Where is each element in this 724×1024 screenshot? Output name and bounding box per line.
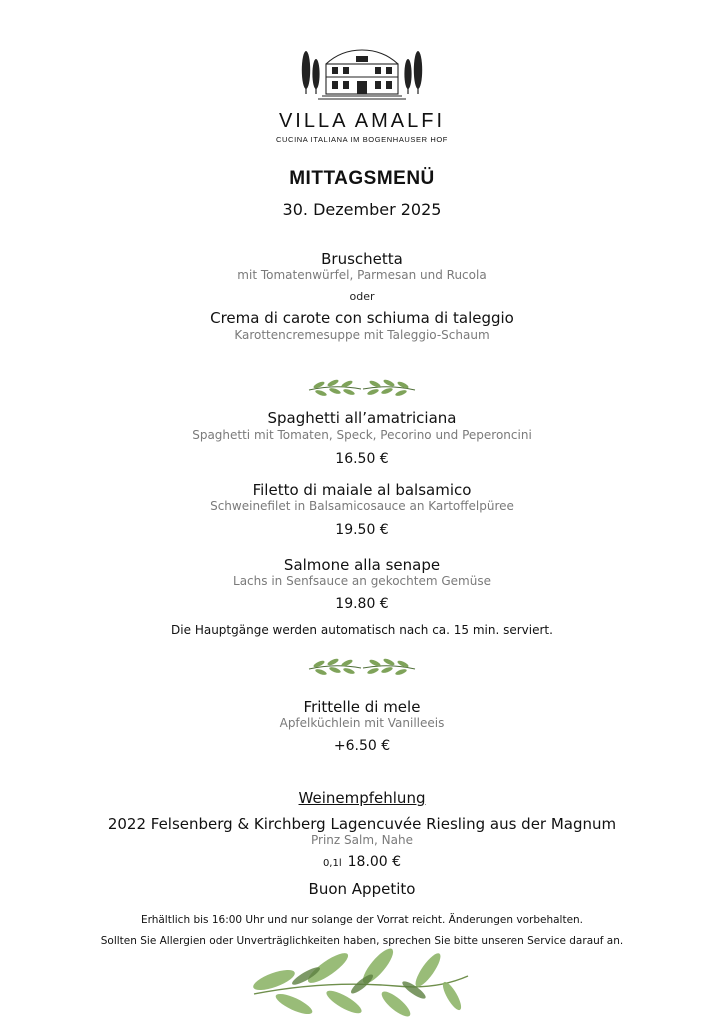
dessert-description: Apfelküchlein mit Vanilleeis — [279, 716, 445, 730]
menu-date: 30. Dezember 2025 — [282, 200, 442, 219]
main-course-price: 19.50 € — [335, 522, 389, 538]
closing-text: Buon Appetito — [308, 880, 416, 898]
menu-title: MITTAGSMENÜ — [289, 168, 435, 189]
main-course-price: 16.50 € — [335, 451, 389, 467]
wine-producer: Prinz Salm, Nahe — [311, 833, 413, 847]
starter-description: Karottencremesuppe mit Taleggio-Schaum — [234, 328, 490, 342]
main-course-name: Salmone alla senape — [283, 556, 441, 574]
main-course-name: Filetto di maiale al balsamico — [252, 481, 472, 499]
dessert-name: Frittelle di mele — [303, 698, 421, 716]
footer-allergy-note: Sollten Sie Allergien oder Unverträglichkeiten haben, sprechen Sie bitte unseren Service darauf an. — [100, 935, 624, 947]
main-course-description: Spaghetti mit Tomaten, Speck, Pecorino und Peperoncini — [192, 428, 532, 442]
starter-name: Bruschetta — [321, 250, 403, 268]
main-course-price: 19.80 € — [335, 596, 389, 612]
olive-branch-icon — [307, 376, 417, 402]
dessert-price: +6.50 € — [333, 738, 391, 754]
starter-description: mit Tomatenwürfel, Parmesan und Rucola — [237, 268, 487, 282]
brand-tagline: CUCINA ITALIANA IM BOGENHAUSER HOF — [276, 135, 448, 144]
wine-price-line — [0, 854, 724, 870]
leaf-decoration-icon — [246, 946, 476, 1018]
villa-logo-icon — [296, 44, 428, 104]
wine-price: 18.00 € — [347, 854, 402, 870]
footer-availability: Erhältlich bis 16:00 Uhr und nur solange der Vorrat reicht. Änderungen vorbehalten. — [140, 914, 584, 926]
wine-unit: 0,1l — [322, 858, 342, 869]
wine-name: 2022 Felsenberg & Kirchberg Lagencuvée Riesling aus der Magnum — [107, 815, 617, 833]
olive-branch-icon — [307, 655, 417, 681]
wine-heading: Weinempfehlung — [298, 789, 426, 807]
main-course-name: Spaghetti all’amatriciana — [267, 409, 457, 427]
starter-separator: oder — [349, 290, 375, 303]
mains-note: Die Hauptgänge werden automatisch nach ca. 15 min. serviert. — [171, 623, 553, 637]
brand-name: VILLA AMALFI — [278, 110, 446, 132]
main-course-description: Schweinefilet in Balsamicosauce an Kartoffelpüree — [210, 499, 514, 513]
starter-name: Crema di carote con schiuma di taleggio — [210, 309, 514, 327]
main-course-description: Lachs in Senfsauce an gekochtem Gemüse — [233, 574, 491, 588]
